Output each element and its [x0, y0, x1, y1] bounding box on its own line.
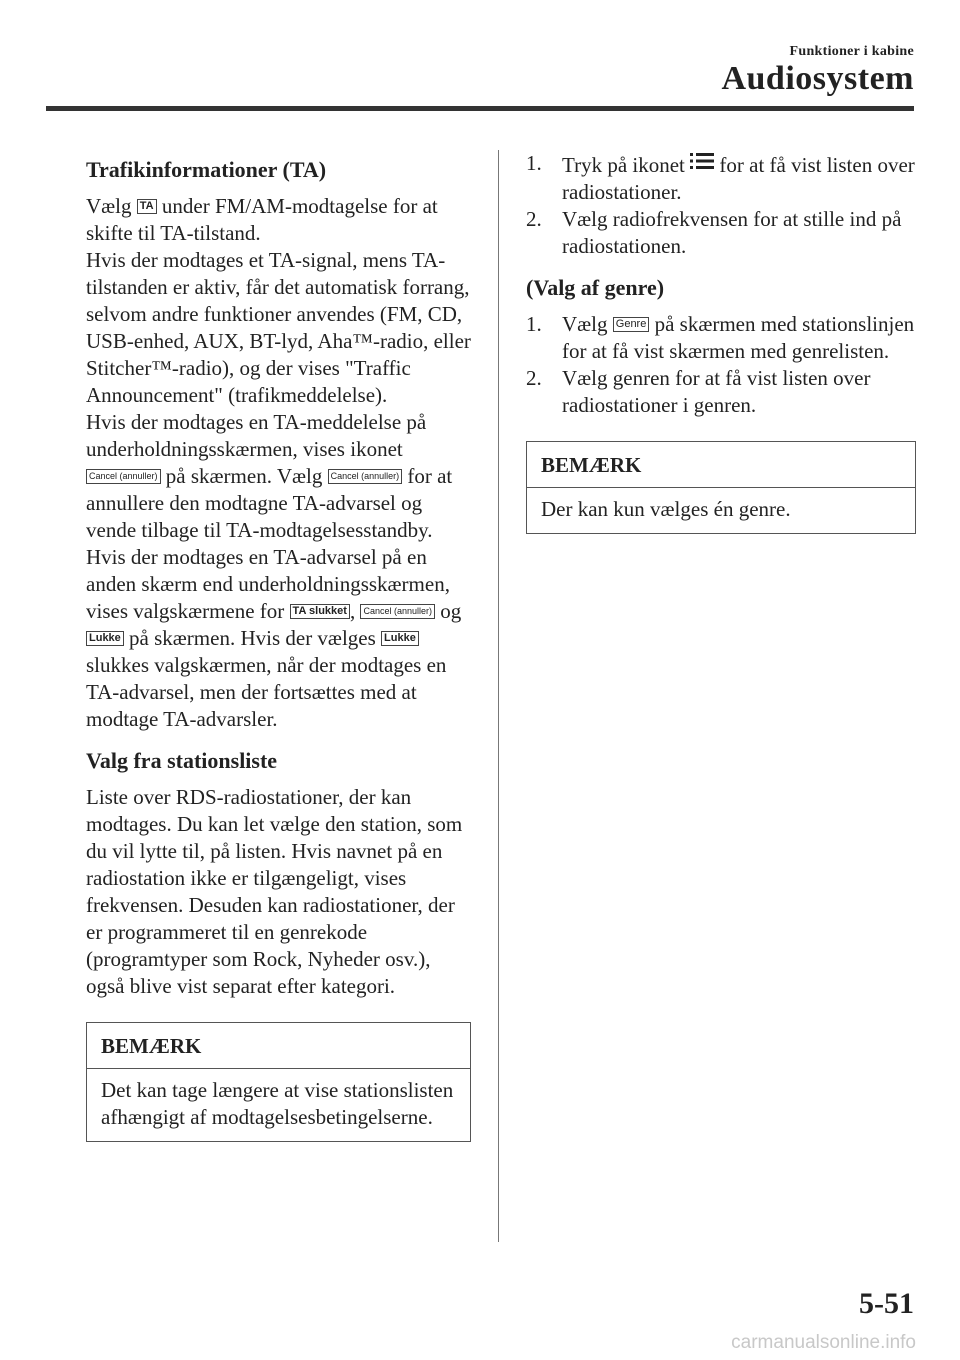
right-column: [526, 150, 916, 534]
ta-off-button-label: TA slukket: [290, 604, 350, 619]
text: slukkes valgskærmen, når der modtages en TA-advarsel, men der fortsættes med at modtage TA-advarsler.: [86, 653, 447, 731]
step-number: 2.: [526, 366, 542, 390]
text: Vælg radiofrekvensen for at stille ind på radiostationen.: [562, 207, 902, 258]
station-list-paragraph: Liste over RDS-radiostationer, der kan modtages. Du kan let vælge den station, som du vil lytte til, på listen. Hvis navnet på en radiostation ikke er tilgængeligt, vises frekvensen. Desuden kan radiostationer, der er programmeret til en genrekode (programtyper som Rock, Nyheder osv.), også blive vist separat efter kategori.: [86, 785, 463, 998]
ta-paragraph-3: [86, 409, 471, 544]
note-title: BEMÆRK: [87, 1023, 470, 1069]
list-item: [526, 365, 916, 419]
list-item: [526, 150, 916, 206]
text: og: [440, 599, 462, 623]
note-box: [526, 441, 916, 534]
genre-button-label: Genre: [613, 317, 650, 332]
close-button-label: Lukke: [381, 631, 419, 646]
ta-paragraph-4: [86, 544, 471, 733]
left-column: [86, 150, 471, 1142]
close-button-label: Lukke: [86, 631, 124, 646]
note-box: [86, 1022, 471, 1142]
text: ,: [349, 599, 356, 623]
cancel-button-label: Cancel (annuller): [360, 604, 435, 619]
page-title: Audiosystem: [721, 60, 914, 97]
list-item: [526, 206, 916, 260]
header-divider: [46, 106, 914, 111]
ta-button-label: TA: [137, 199, 157, 214]
column-divider: [498, 150, 499, 1242]
text: Vælg: [562, 312, 608, 336]
genre-steps: [526, 311, 916, 419]
text: Hvis der modtages en TA-advarsel på en anden skærm end underholdningsskærmen, vises valgskærmene for: [86, 545, 450, 623]
text: for at få vist listen over radiostationer.: [562, 153, 915, 204]
text: under FM/AM-modtagelse for at skifte til TA-tilstand.: [86, 194, 438, 245]
text: på skærmen med stationslinjen for at få vist skærmen med genrelisten.: [562, 312, 915, 363]
step-number: 2.: [526, 207, 542, 231]
cancel-button-label: Cancel (annuller): [86, 469, 161, 484]
station-steps: [526, 150, 916, 260]
text: Tryk på ikonet: [562, 153, 685, 177]
note-title: BEMÆRK: [527, 442, 915, 488]
text: for at annullere den modtagne TA-advarsel og vende tilbage til TA-modtagelsesstandby.: [86, 464, 453, 542]
section-header: Funktioner i kabine: [789, 44, 914, 59]
step-number: 1.: [526, 151, 542, 175]
station-list-heading: Valg fra stationsliste: [86, 748, 278, 773]
ta-paragraph-1: [86, 193, 471, 247]
watermark: carmanualsonline.info: [731, 1332, 916, 1353]
cancel-button-label: Cancel (annuller): [328, 469, 403, 484]
ta-paragraph-2: Hvis der modtages et TA-signal, mens TA-tilstanden er aktiv, får det automatisk forrang, selvom andre funktioner anvendes (FM, CD, USB-enhed, AUX, BT-lyd, Aha™-radio, eller Stitcher™-radio), og der vises "Traffic Announcement" (trafikmeddelelse).: [86, 248, 471, 407]
page-number: 5-51: [859, 1287, 914, 1320]
note-body: Det kan tage længere at vise stationslisten afhængigt af modtagelsesbetingelserne.: [101, 1078, 454, 1129]
genre-heading: (Valg af genre): [526, 275, 665, 300]
ta-heading: Trafikinformationer (TA): [86, 157, 327, 182]
text: Vælg: [86, 194, 132, 218]
note-body: Der kan kun vælges én genre.: [541, 497, 791, 521]
text: Hvis der modtages en TA-meddelelse på underholdningsskærmen, vises ikonet: [86, 410, 427, 461]
text: på skærmen. Hvis der vælges: [129, 626, 376, 650]
text: Vælg genren for at få vist listen over radiostationer i genren.: [562, 366, 871, 417]
list-icon: [690, 150, 714, 177]
step-number: 1.: [526, 312, 542, 336]
text: på skærmen. Vælg: [165, 464, 323, 488]
list-item: [526, 311, 916, 365]
